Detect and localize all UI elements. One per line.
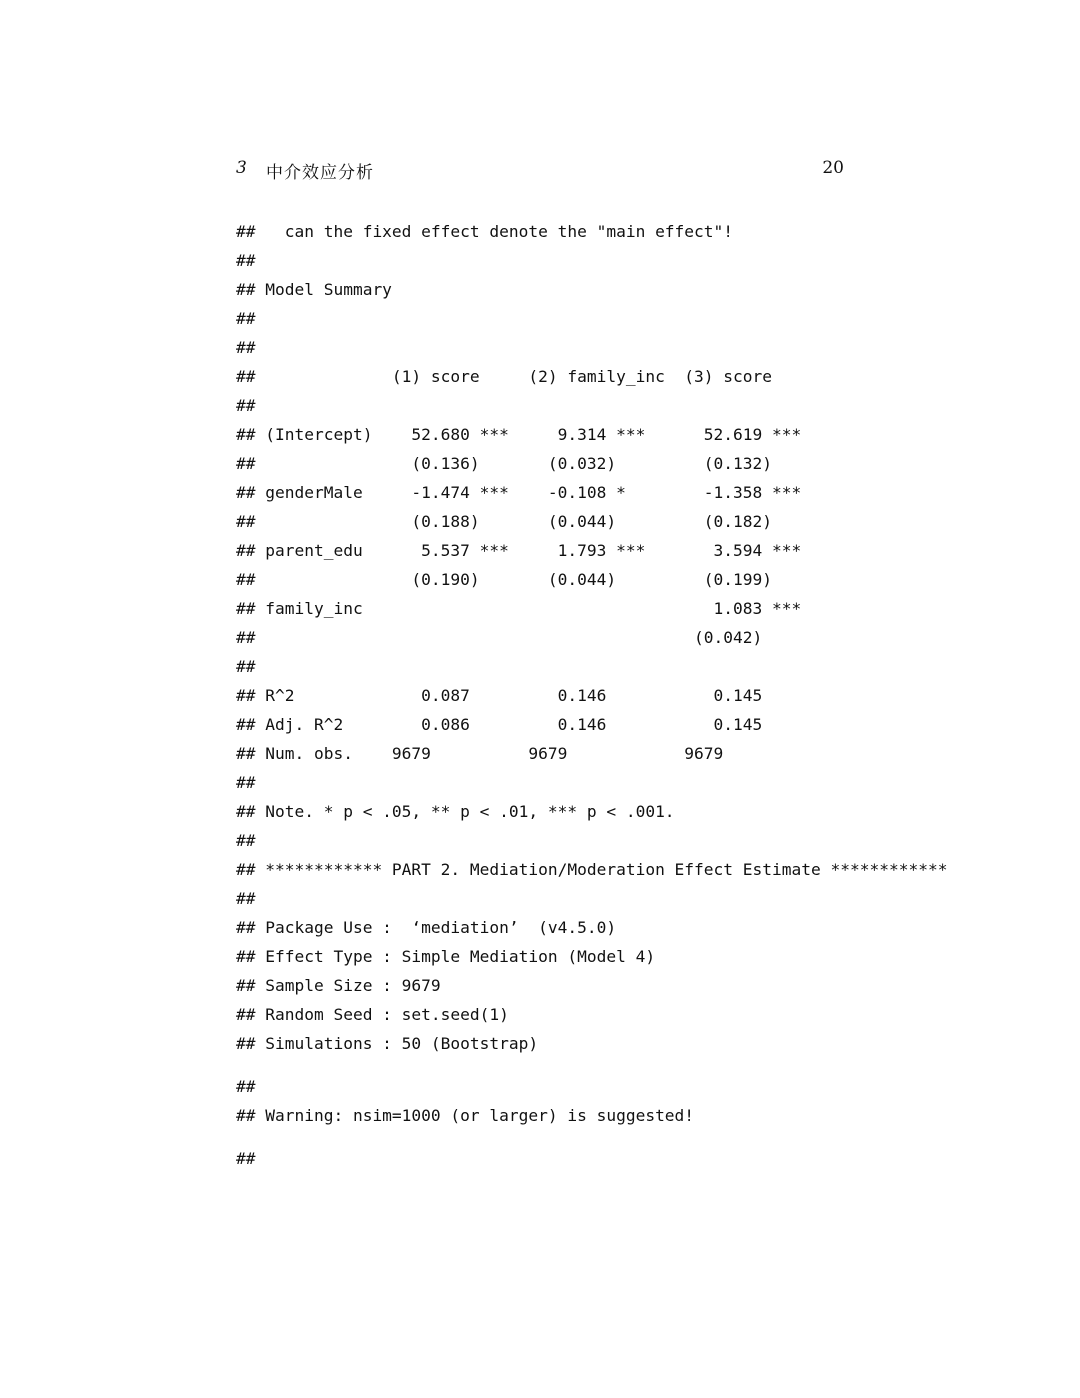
code-line: ## (Intercept) 52.680 *** 9.314 *** 52.619 *** <box>236 425 802 444</box>
code-line: ## family_inc 1.083 *** <box>236 599 802 618</box>
page-header <box>236 158 844 184</box>
code-line: ## Random Seed : set.seed(1) <box>236 1005 509 1024</box>
code-line: ## (0.190) (0.044) (0.199) <box>236 570 773 589</box>
code-line: ## <box>236 657 256 676</box>
code-line: ## Warning: nsim=1000 (or larger) is suggested! <box>236 1106 695 1125</box>
code-line: ## (1) score (2) family_inc (3) score <box>236 367 773 386</box>
code-line: ## ************ PART 2. Mediation/Moderation Effect Estimate ************ <box>236 860 948 879</box>
code-line: ## Effect Type : Simple Mediation (Model 4) <box>236 947 656 966</box>
code-line: ## R^2 0.087 0.146 0.145 <box>236 686 763 705</box>
code-line: ## Adj. R^2 0.086 0.146 0.145 <box>236 715 763 734</box>
chapter-number: 3 <box>236 158 247 178</box>
code-line: ## Model Summary <box>236 280 392 299</box>
code-line: ## Sample Size : 9679 <box>236 976 441 995</box>
code-line: ## can the fixed effect denote the "main effect"! <box>236 222 734 241</box>
page-number: 20 <box>822 158 844 178</box>
code-line: ## <box>236 1077 256 1096</box>
code-line: ## Simulations : 50 (Bootstrap) <box>236 1034 539 1053</box>
code-line: ## genderMale -1.474 *** -0.108 * -1.358 *** <box>236 483 802 502</box>
code-line: ## Package Use : ‘mediation’ (v4.5.0) <box>236 918 617 937</box>
code-line: ## <box>236 338 256 357</box>
code-line: ## (0.136) (0.032) (0.132) <box>236 454 773 473</box>
chapter-title: 中介效应分析 <box>266 163 374 183</box>
code-line: ## <box>236 773 256 792</box>
code-line: ## Num. obs. 9679 9679 9679 <box>236 744 724 763</box>
code-line: ## <box>236 831 256 850</box>
code-line: ## Note. * p < .05, ** p < .01, *** p < .001. <box>236 802 675 821</box>
code-line: ## <box>236 1149 256 1168</box>
code-line: ## <box>236 889 256 908</box>
code-line: ## (0.042) <box>236 628 763 647</box>
code-line: ## <box>236 309 256 328</box>
code-line: ## <box>236 251 256 270</box>
code-line: ## parent_edu 5.537 *** 1.793 *** 3.594 *** <box>236 541 802 560</box>
code-line: ## (0.188) (0.044) (0.182) <box>236 512 773 531</box>
code-line: ## <box>236 396 256 415</box>
